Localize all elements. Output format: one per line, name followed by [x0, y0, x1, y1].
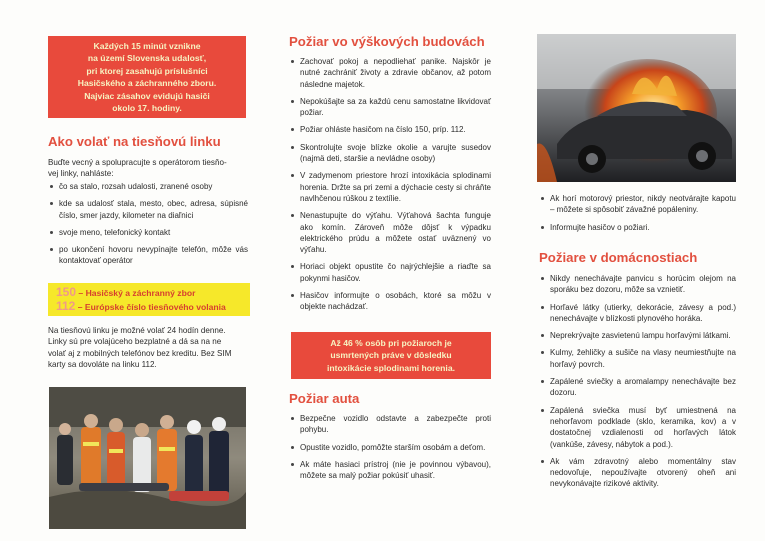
list-item: Zapálená sviečka musí byť umiestnená na nehorľavom podklade (sklo, keramika, kov) a v dostatočnej vzdialenosti od horľavých látok (vankúše, závesy, nábytok a pod.).	[539, 405, 736, 450]
list-item: Horľavé látky (utierky, dekorácie, závesy a pod.) nenechávajte v blízkosti plynového horáka.	[539, 302, 736, 325]
number-150: 150	[56, 285, 77, 299]
rescue-scene-image	[49, 387, 246, 529]
callout-line: Najviac zásahov evidujú hasiči	[84, 90, 210, 101]
list-item: čo sa stalo, rozsah udalosti, zranené osoby	[48, 181, 248, 192]
call-intro-line: vej linky, nahláste:	[48, 169, 114, 179]
list-item: Neprekrývajte zasvietenú lampu horľavými látkami.	[539, 330, 736, 341]
number-112: 112	[56, 298, 76, 313]
availability-line: volať aj z mobilných telefónov bez kreditu. Bez SIM	[48, 348, 232, 358]
list-item: Nenastupujte do výťahu. Výťahová šachta funguje ako komín. Zároveň môže dôjsť k výpadku elektrického prúdu a môžete ostať uväznený vo výťahu.	[289, 210, 491, 255]
call-heading: Ako volať na tiesňovú linku	[48, 134, 221, 149]
list-item: Horiaci objekt opustite čo najrýchlejšie a riaďte sa pokynmi hasičov.	[289, 261, 491, 284]
number-label: – Európske číslo tiesňového volania	[75, 301, 226, 312]
list-item: Kulmy, žehličky a sušiče na vlasy neumiestňujte na horľavý povrch.	[539, 347, 736, 370]
callout-line: intoxikácie splodinami horenia.	[327, 362, 455, 373]
list-item: Zapálené sviečky a aromalampy nenechávajte bez dozoru.	[539, 376, 736, 399]
call-intro-line: Buďte vecný a spolupracujte s operátorom tiesňo-	[48, 158, 227, 167]
number-row-eu	[56, 300, 242, 314]
intoxication-callout	[291, 332, 491, 379]
call-checklist	[48, 181, 248, 267]
callout-line: pri ktorej zasahujú príslušníci	[86, 65, 208, 76]
number-row-fire	[56, 286, 242, 300]
list-item: Bezpečne vozidlo odstavte a zabezpečte proti pohybu.	[289, 413, 491, 436]
rescue-photo	[49, 387, 246, 529]
list-item: Hasičov informujte o osobách, ktoré sa môžu v objekte nachádzať.	[289, 290, 491, 313]
burning-car-image	[537, 34, 736, 182]
highrise-heading: Požiar vo výškových budovách	[289, 34, 485, 49]
list-item: Ak horí motorový priestor, nikdy neotvárajte kapotu – môžete si spôsobiť závažné popáleniny.	[539, 193, 736, 216]
callout-line: okolo 17. hodiny.	[112, 103, 182, 114]
car-fire-photo	[537, 34, 736, 182]
list-item: Zachovať pokoj a nepodliehať panike. Najskôr je nutné zachrániť životy a zdravie občanov, až potom následne majetok.	[289, 56, 491, 90]
list-item: Ak vám zdravotný alebo momentálny stav nedovoľuje, nepoužívajte otvorený oheň ani nevykonávajte rizikové aktivity.	[539, 456, 736, 490]
home-fire-checklist	[539, 273, 736, 490]
car-fire-continued	[539, 193, 736, 233]
car-fire-heading: Požiar auta	[289, 391, 360, 406]
availability-line: karty sa dovoláte na linku 112.	[48, 360, 157, 370]
list-item: Nikdy nenechávajte panvicu s horúcim olejom na sporáku bez dozoru, môže sa vznietiť.	[539, 273, 736, 296]
list-item: po ukončení hovoru nevypínajte telefón, môže vás kontaktovať operátor	[48, 244, 248, 267]
list-item: Ak máte hasiaci prístroj (nie je povinnou výbavou), môžete sa malý požiar pokúsiť uhasiť.	[289, 459, 491, 482]
call-intro	[48, 157, 248, 180]
list-item: Skontrolujte svoje blízke okolie a varujte susedov (najmä deti, staršie a nevládne osoby)	[289, 142, 491, 165]
home-fire-heading: Požiare v domácnostiach	[539, 250, 698, 265]
column-right	[531, 0, 736, 541]
column-middle	[283, 0, 491, 541]
highrise-checklist	[289, 56, 491, 313]
callout-line: usmrtených práve v dôsledku	[330, 350, 452, 361]
car-fire-checklist	[289, 413, 491, 481]
intro-callout	[48, 36, 246, 118]
callout-line: Každých 15 minút vznikne	[93, 41, 201, 51]
availability-text	[48, 325, 253, 371]
availability-line: Linky sú pre volajúceho bezplatné a dá sa na ne	[48, 337, 222, 347]
list-item: Požiar ohláste hasičom na číslo 150, príp. 112.	[289, 124, 491, 135]
column-left	[38, 0, 250, 541]
list-item: V zadymenom priestore hrozí intoxikácia splodinami horenia. Držte sa pri zemi a dýchacie cesty si chráňte navlhčenou rúškou z textílie.	[289, 170, 491, 204]
list-item: Informujte hasičov o požiari.	[539, 222, 736, 233]
callout-line: na území Slovenska udalosť,	[87, 53, 207, 64]
list-item: kde sa udalosť stala, mesto, obec, adresa, súpisné číslo, smer jazdy, kilometer na diaľnici	[48, 198, 248, 221]
list-item: Opustite vozidlo, pomôžte starším osobám a deťom.	[289, 442, 491, 453]
callout-line: Až 46 % osôb pri požiaroch je	[330, 338, 452, 348]
availability-line: Na tiesňovú linku je možné volať 24 hodín denne.	[48, 326, 226, 335]
callout-line: Hasičského a záchranného zboru.	[77, 78, 217, 89]
list-item: Nepokúšajte sa za každú cenu samostatne likvidovať požiar.	[289, 96, 491, 119]
emergency-numbers	[48, 283, 250, 316]
number-label: – Hasičský a záchranný zbor	[76, 288, 196, 298]
list-item: svoje meno, telefonický kontakt	[48, 227, 248, 238]
